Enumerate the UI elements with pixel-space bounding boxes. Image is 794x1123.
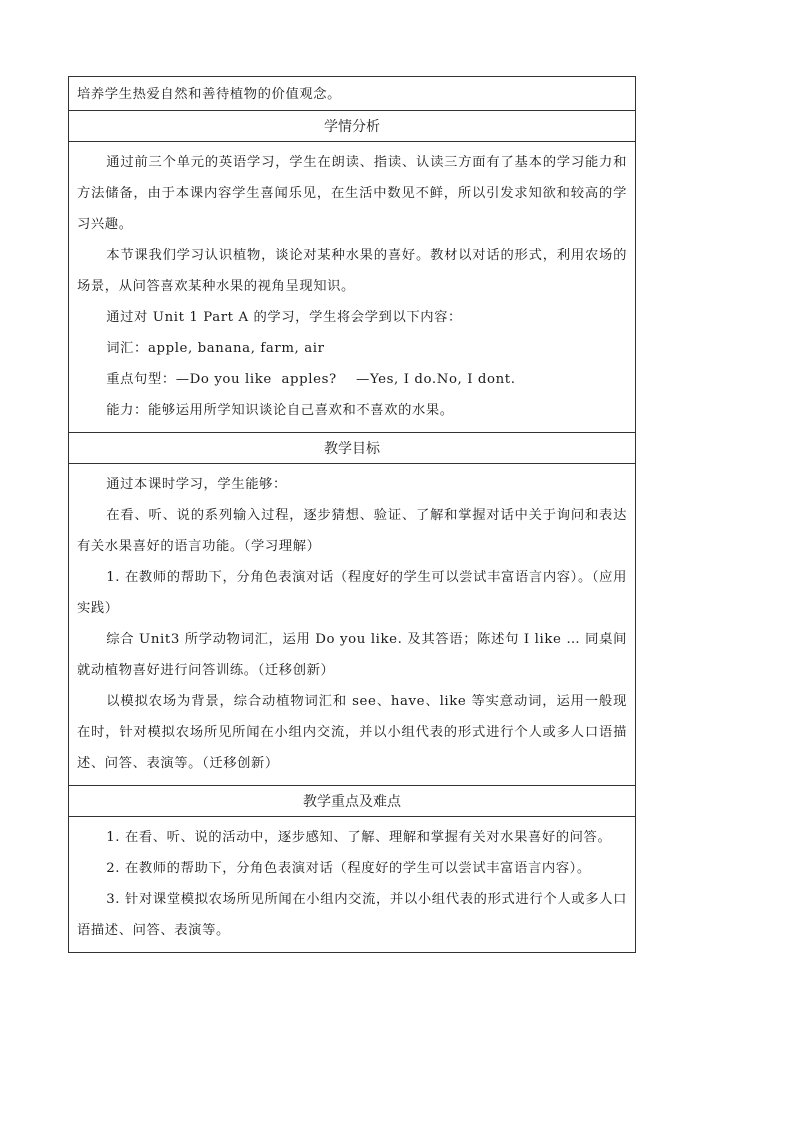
section-title-analysis: 学情分析 bbox=[324, 119, 380, 135]
paragraph: 以模拟农场为背景，综合动植物词汇和 see、have、like 等实意动词，运用一般现在时，针对模拟农场所见所闻在小组内交流，并以小组代表的形式进行个人或多人口语描述、问答、表演等。（迁移创新） bbox=[77, 694, 627, 771]
intro-row bbox=[69, 77, 635, 110]
paragraph: 1. 在看、听、说的活动中，逐步感知、了解、理解和掌握有关对水果喜好的问答。 bbox=[106, 830, 612, 845]
paragraph: 通过本课时学习，学生能够： bbox=[106, 477, 287, 492]
paragraph: 通过对 Unit 1 Part A 的学习，学生将会学到以下内容： bbox=[106, 310, 462, 325]
paragraph: 1. 在教师的帮助下，分角色表演对话（程度好的学生可以尝试丰富语言内容）。（应用实践） bbox=[77, 570, 627, 616]
section-body-analysis bbox=[69, 141, 635, 432]
paragraph: 重点句型：—Do you like apples? —Yes, I do.No, I dont. bbox=[106, 372, 516, 387]
paragraph: 3. 针对课堂模拟农场所见所闻在小组内交流，并以小组代表的形式进行个人或多人口语描述、问答、表演等。 bbox=[77, 892, 627, 938]
paragraph: 能力：能够运用所学知识谈论自己喜欢和不喜欢的水果。 bbox=[106, 403, 454, 418]
paragraph: 综合 Unit3 所学动物词汇，运用 Do you like. 及其答语；陈述句 I like … 同桌间就动植物喜好进行问答训练。（迁移创新） bbox=[77, 632, 627, 678]
lesson-plan-table bbox=[68, 76, 636, 953]
paragraph: 词汇：apple, banana, farm, air bbox=[106, 341, 325, 356]
paragraph: 在看、听、说的系列输入过程，逐步猜想、验证、了解和掌握对话中关于询问和表达有关水果喜好的语言功能。（学习理解） bbox=[77, 508, 627, 554]
section-header-key-points bbox=[69, 785, 635, 816]
section-body-key-points bbox=[69, 816, 635, 952]
section-title-key-points: 教学重点及难点 bbox=[303, 794, 401, 810]
section-body-objectives bbox=[69, 463, 635, 785]
section-header-analysis bbox=[69, 110, 635, 141]
paragraph: 2. 在教师的帮助下，分角色表演对话（程度好的学生可以尝试丰富语言内容）。 bbox=[106, 861, 591, 876]
paragraph: 通过前三个单元的英语学习，学生在朗读、指读、认读三方面有了基本的学习能力和方法储备，由于本课内容学生喜闻乐见，在生活中数见不鲜，所以引发求知欲和较高的学习兴趣。 bbox=[77, 155, 627, 232]
intro-text: 培养学生热爱自然和善待植物的价值观念。 bbox=[77, 87, 342, 102]
paragraph: 本节课我们学习认识植物，谈论对某种水果的喜好。教材以对话的形式，利用农场的场景，从问答喜欢某种水果的视角呈现知识。 bbox=[77, 248, 627, 294]
section-title-objectives: 教学目标 bbox=[324, 441, 380, 457]
section-header-objectives bbox=[69, 432, 635, 463]
